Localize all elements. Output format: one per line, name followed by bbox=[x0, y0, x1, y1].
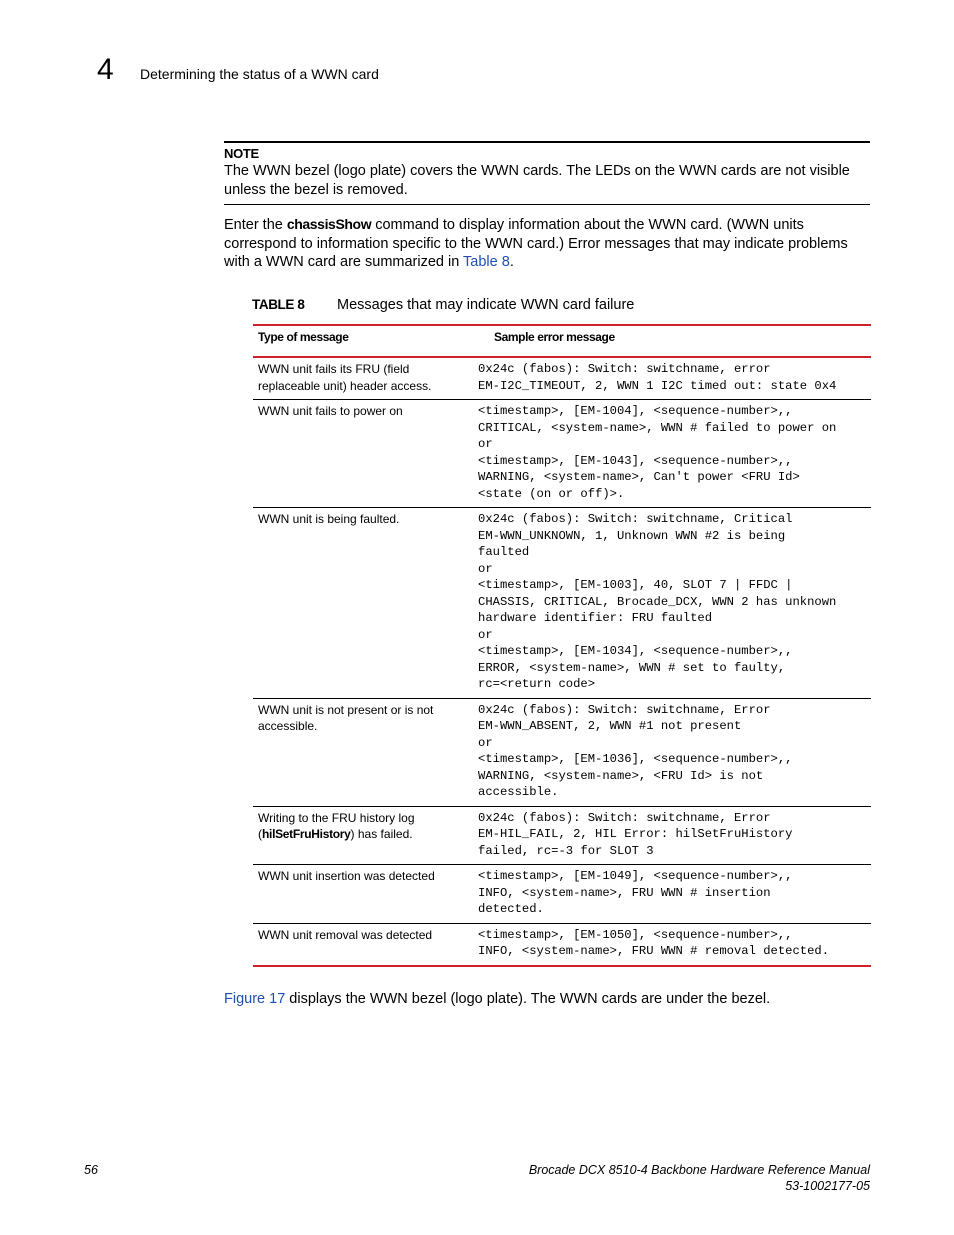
header-type-of-message: Type of message bbox=[253, 325, 473, 357]
section-title: Determining the status of a WWN card bbox=[140, 66, 379, 82]
message-type: WWN unit fails to power on bbox=[253, 400, 473, 508]
table-row bbox=[253, 508, 871, 699]
table-row bbox=[253, 400, 871, 508]
message-type: WWN unit is not present or is not accessible. bbox=[253, 698, 473, 806]
sample-message: <timestamp>, [EM-1004], <sequence-number>,, CRITICAL, <system-name>, WWN # failed to power on or <timestamp>, [EM-1043], <sequence-number>,, WARNING, <system-name>, Can't power <FRU Id> <state (on or off)>. bbox=[473, 400, 871, 508]
message-type: WWN unit fails its FRU (field replaceable unit) header access. bbox=[253, 357, 473, 400]
table-caption: Messages that may indicate WWN card failure bbox=[337, 297, 635, 313]
note-top-rule bbox=[224, 141, 870, 143]
table-8-link[interactable]: Table 8 bbox=[463, 254, 510, 270]
table-label: TABLE 8 bbox=[252, 297, 305, 312]
hilsetfruhistory-command: hilSetFruHistory bbox=[262, 827, 351, 841]
intro-text-3: . bbox=[509, 254, 514, 270]
messages-table bbox=[253, 324, 871, 967]
intro-text-1: Enter the bbox=[224, 217, 287, 233]
note-heading: NOTE bbox=[224, 146, 259, 161]
table-row bbox=[253, 806, 871, 865]
chapter-number: 4 bbox=[97, 53, 114, 86]
header-sample-error-message: Sample error message bbox=[473, 325, 871, 357]
table-header-row bbox=[253, 325, 871, 357]
sample-message: 0x24c (fabos): Switch: switchname, Error EM-WWN_ABSENT, 2, WWN #1 not present or <timestamp>, [EM-1036], <sequence-number>,, WARNING, <system-name>, <FRU Id> is not accessible. bbox=[473, 698, 871, 806]
message-type: WWN unit insertion was detected bbox=[253, 865, 473, 924]
command-name: chassisShow bbox=[286, 216, 372, 232]
table-row bbox=[253, 698, 871, 806]
document-number: 53-1002177-05 bbox=[785, 1179, 870, 1193]
note-bottom-rule bbox=[224, 204, 870, 205]
message-type-text: ) has failed. bbox=[350, 827, 413, 841]
message-type bbox=[253, 806, 473, 865]
sample-message: 0x24c (fabos): Switch: switchname, error EM-I2C_TIMEOUT, 2, WWN 1 I2C timed out: state 0x4 bbox=[473, 357, 871, 400]
manual-title: Brocade DCX 8510-4 Backbone Hardware Reference Manual bbox=[528, 1163, 870, 1177]
message-type: WWN unit removal was detected bbox=[253, 923, 473, 966]
sample-message: <timestamp>, [EM-1049], <sequence-number>,, INFO, <system-name>, FRU WWN # insertion detected. bbox=[473, 865, 871, 924]
sample-message: <timestamp>, [EM-1050], <sequence-number>,, INFO, <system-name>, FRU WWN # removal detected. bbox=[473, 923, 871, 966]
sample-message: 0x24c (fabos): Switch: switchname, Error EM-HIL_FAIL, 2, HIL Error: hilSetFruHistory failed, rc=-3 for SLOT 3 bbox=[473, 806, 871, 865]
message-type-text: Writing to the FRU history log ( bbox=[258, 810, 415, 841]
message-type: WWN unit is being faulted. bbox=[253, 508, 473, 699]
sample-message: 0x24c (fabos): Switch: switchname, Critical EM-WWN_UNKNOWN, 1, Unknown WWN #2 is being faulted or <timestamp>, [EM-1003], 40, SLOT 7 | FFDC | CHASSIS, CRITICAL, Brocade_DCX, WWN 2 has unknown hardware identifier: FRU faulted or <timestamp>, [EM-1034], <sequence-number>,, ERROR, <system-name>, WWN # set to faulty, rc=<return code> bbox=[473, 508, 871, 699]
intro-text-2: command to display information about the WWN card. (WWN units correspond to information specific to the WWN card.) Error messages that may indicate problems with a WWN card are summarized in bbox=[224, 217, 848, 270]
intro-paragraph bbox=[224, 215, 874, 272]
footer-info bbox=[529, 1162, 870, 1194]
page-number: 56 bbox=[84, 1163, 98, 1177]
figure-paragraph bbox=[224, 990, 770, 1008]
figure-paragraph-text: displays the WWN bezel (logo plate). The WWN cards are under the bezel. bbox=[285, 991, 771, 1007]
table-row bbox=[253, 923, 871, 966]
table-row bbox=[253, 357, 871, 400]
table-row bbox=[253, 865, 871, 924]
note-text: The WWN bezel (logo plate) covers the WWN cards. The LEDs on the WWN cards are not visible unless the bezel is removed. bbox=[224, 163, 850, 198]
figure-17-link[interactable]: Figure 17 bbox=[224, 991, 286, 1007]
